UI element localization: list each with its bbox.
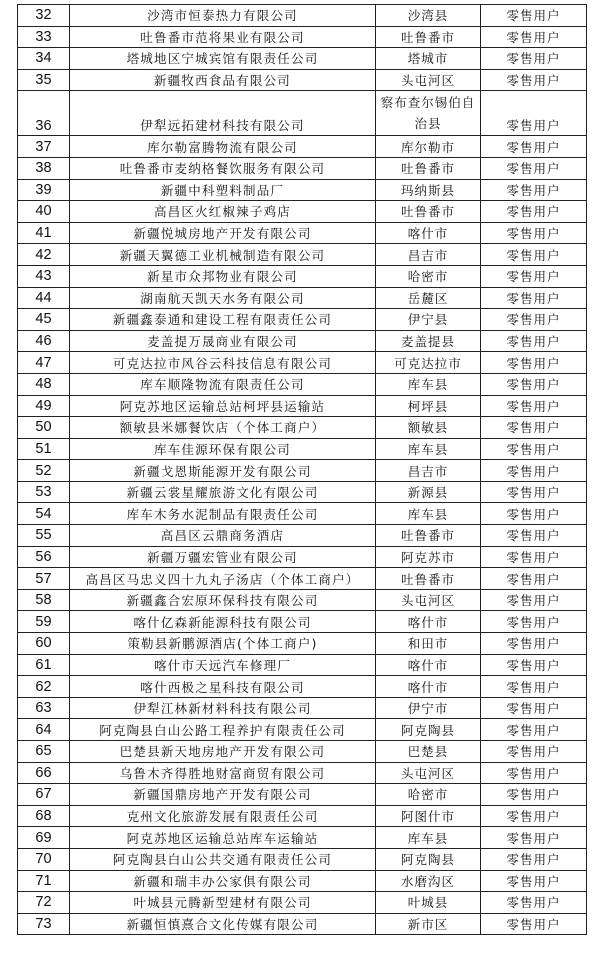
- user-type: 零售用户: [481, 136, 587, 158]
- row-number: 39: [18, 179, 70, 201]
- district: 察布查尔锡伯自治县: [376, 91, 481, 136]
- row-number: 61: [18, 654, 70, 676]
- user-type: 零售用户: [481, 546, 587, 568]
- district: 库车县: [376, 503, 481, 525]
- row-number: 42: [18, 244, 70, 266]
- row-number: 55: [18, 525, 70, 547]
- table-row: [18, 525, 587, 547]
- table-row: [18, 546, 587, 568]
- district: 吐鲁番市: [376, 525, 481, 547]
- user-type: 零售用户: [481, 460, 587, 482]
- table-row: [18, 741, 587, 763]
- user-type: 零售用户: [481, 395, 587, 417]
- user-type: 零售用户: [481, 438, 587, 460]
- row-number: 46: [18, 330, 70, 352]
- district: 喀什市: [376, 222, 481, 244]
- row-number: 38: [18, 157, 70, 179]
- table-row: [18, 373, 587, 395]
- user-type: 零售用户: [481, 848, 587, 870]
- row-number: 36: [18, 91, 70, 136]
- district: 吐鲁番市: [376, 568, 481, 590]
- company-name: 湖南航天凯天水务有限公司: [70, 287, 376, 309]
- user-type: 零售用户: [481, 633, 587, 655]
- row-number: 69: [18, 827, 70, 849]
- user-type: 零售用户: [481, 870, 587, 892]
- district: 巴楚县: [376, 741, 481, 763]
- row-number: 40: [18, 201, 70, 223]
- table-row: [18, 848, 587, 870]
- company-name: 可克达拉市风谷云科技信息有限公司: [70, 352, 376, 374]
- user-type: 零售用户: [481, 481, 587, 503]
- user-type: 零售用户: [481, 265, 587, 287]
- district: 新市区: [376, 913, 481, 935]
- table-row: [18, 568, 587, 590]
- table-row: [18, 460, 587, 482]
- table-row: [18, 417, 587, 439]
- district: 可克达拉市: [376, 352, 481, 374]
- table-row: [18, 395, 587, 417]
- company-name: 高昌区火红椒辣子鸡店: [70, 201, 376, 223]
- district: 岳麓区: [376, 287, 481, 309]
- district: 吐鲁番市: [376, 26, 481, 48]
- district: 头屯河区: [376, 589, 481, 611]
- company-name: 喀什西极之星科技有限公司: [70, 676, 376, 698]
- district: 阿克苏市: [376, 546, 481, 568]
- company-name: 额敏县米娜餐饮店（个体工商户）: [70, 417, 376, 439]
- row-number: 71: [18, 870, 70, 892]
- user-type: 零售用户: [481, 352, 587, 374]
- company-name: 阿克陶县白山公路工程养护有限责任公司: [70, 719, 376, 741]
- user-type: 零售用户: [481, 913, 587, 935]
- district: 库车县: [376, 373, 481, 395]
- table-row: [18, 438, 587, 460]
- user-type: 零售用户: [481, 892, 587, 914]
- row-number: 33: [18, 26, 70, 48]
- row-number: 43: [18, 265, 70, 287]
- table-row: [18, 719, 587, 741]
- company-name: 阿克苏地区运输总站柯坪县运输站: [70, 395, 376, 417]
- user-type: 零售用户: [481, 69, 587, 91]
- company-name: 新疆国鼎房地产开发有限公司: [70, 784, 376, 806]
- company-name: 新疆牧西食品有限公司: [70, 69, 376, 91]
- row-number: 37: [18, 136, 70, 158]
- user-type: 零售用户: [481, 5, 587, 27]
- row-number: 68: [18, 805, 70, 827]
- company-name: 库车顺隆物流有限责任公司: [70, 373, 376, 395]
- row-number: 34: [18, 48, 70, 70]
- row-number: 58: [18, 589, 70, 611]
- row-number: 57: [18, 568, 70, 590]
- table-row: [18, 892, 587, 914]
- company-name: 新星市众邦物业有限公司: [70, 265, 376, 287]
- table-row: [18, 330, 587, 352]
- district: 玛纳斯县: [376, 179, 481, 201]
- district: 叶城县: [376, 892, 481, 914]
- company-name: 新疆戈恩斯能源开发有限公司: [70, 460, 376, 482]
- district: 昌吉市: [376, 460, 481, 482]
- table-body: [18, 5, 587, 935]
- table-row: [18, 611, 587, 633]
- row-number: 66: [18, 762, 70, 784]
- user-type: 零售用户: [481, 287, 587, 309]
- table-row: [18, 805, 587, 827]
- user-type: 零售用户: [481, 157, 587, 179]
- district: 哈密市: [376, 784, 481, 806]
- district: 喀什市: [376, 676, 481, 698]
- company-name: 新疆和瑞丰办公家俱有限公司: [70, 870, 376, 892]
- company-name: 新疆鑫合宏原环保科技有限公司: [70, 589, 376, 611]
- row-number: 64: [18, 719, 70, 741]
- table-row: [18, 48, 587, 70]
- district: 柯坪县: [376, 395, 481, 417]
- row-number: 65: [18, 741, 70, 763]
- row-number: 73: [18, 913, 70, 935]
- row-number: 32: [18, 5, 70, 27]
- user-type: 零售用户: [481, 827, 587, 849]
- company-name: 伊犁江林新材料科技有限公司: [70, 697, 376, 719]
- user-type: 零售用户: [481, 697, 587, 719]
- row-number: 67: [18, 784, 70, 806]
- district: 喀什市: [376, 611, 481, 633]
- user-type: 零售用户: [481, 784, 587, 806]
- row-number: 72: [18, 892, 70, 914]
- company-name: 喀什亿森新能源科技有限公司: [70, 611, 376, 633]
- user-type: 零售用户: [481, 525, 587, 547]
- table-row: [18, 870, 587, 892]
- company-name: 麦盖提万晟商业有限公司: [70, 330, 376, 352]
- table-row: [18, 633, 587, 655]
- user-type: 零售用户: [481, 417, 587, 439]
- district: 新源县: [376, 481, 481, 503]
- table-row: [18, 676, 587, 698]
- table-row: [18, 5, 587, 27]
- row-number: 45: [18, 309, 70, 331]
- table-row: [18, 136, 587, 158]
- row-number: 51: [18, 438, 70, 460]
- company-name: 乌鲁木齐得胜地财富商贸有限公司: [70, 762, 376, 784]
- user-type: 零售用户: [481, 719, 587, 741]
- user-type: 零售用户: [481, 48, 587, 70]
- company-name: 吐鲁番市麦纳格餐饮服务有限公司: [70, 157, 376, 179]
- table-row: [18, 589, 587, 611]
- user-type: 零售用户: [481, 91, 587, 136]
- row-number: 49: [18, 395, 70, 417]
- table-row: [18, 244, 587, 266]
- company-name: 伊犁远拓建材科技有限公司: [70, 91, 376, 136]
- company-name: 库车木务水泥制品有限责任公司: [70, 503, 376, 525]
- table-row: [18, 762, 587, 784]
- row-number: 35: [18, 69, 70, 91]
- table-row: [18, 201, 587, 223]
- table-row: [18, 26, 587, 48]
- district: 喀什市: [376, 654, 481, 676]
- row-number: 41: [18, 222, 70, 244]
- district: 塔城市: [376, 48, 481, 70]
- table-row: [18, 654, 587, 676]
- district: 库尔勒市: [376, 136, 481, 158]
- district: 阿克陶县: [376, 719, 481, 741]
- row-number: 62: [18, 676, 70, 698]
- district: 水磨沟区: [376, 870, 481, 892]
- user-type: 零售用户: [481, 568, 587, 590]
- company-name: 新疆恒慎熹合文化传媒有限公司: [70, 913, 376, 935]
- row-number: 70: [18, 848, 70, 870]
- company-name: 喀什市天远汽车修理厂: [70, 654, 376, 676]
- row-number: 60: [18, 633, 70, 655]
- row-number: 63: [18, 697, 70, 719]
- user-type: 零售用户: [481, 654, 587, 676]
- row-number: 54: [18, 503, 70, 525]
- user-type: 零售用户: [481, 676, 587, 698]
- district: 额敏县: [376, 417, 481, 439]
- row-number: 48: [18, 373, 70, 395]
- row-number: 56: [18, 546, 70, 568]
- table-row: [18, 697, 587, 719]
- district: 库车县: [376, 827, 481, 849]
- district: 麦盖提县: [376, 330, 481, 352]
- company-name: 新疆万疆宏管业有限公司: [70, 546, 376, 568]
- company-name: 阿克苏地区运输总站库车运输站: [70, 827, 376, 849]
- company-name: 库尔勒富腾物流有限公司: [70, 136, 376, 158]
- company-name: 叶城县元腾新型建材有限公司: [70, 892, 376, 914]
- company-name: 策勒县新鹏源酒店(个体工商户): [70, 633, 376, 655]
- table-row: [18, 157, 587, 179]
- table-row: [18, 913, 587, 935]
- district: 伊宁县: [376, 309, 481, 331]
- company-name: 吐鲁番市范将果业有限公司: [70, 26, 376, 48]
- company-name: 新疆鑫泰通和建设工程有限责任公司: [70, 309, 376, 331]
- user-type: 零售用户: [481, 589, 587, 611]
- company-name: 新疆云裳星耀旅游文化有限公司: [70, 481, 376, 503]
- table-row: [18, 179, 587, 201]
- company-name: 新疆悦城房地产开发有限公司: [70, 222, 376, 244]
- table-row: [18, 352, 587, 374]
- table-row: [18, 222, 587, 244]
- company-name: 阿克陶县白山公共交通有限责任公司: [70, 848, 376, 870]
- district: 哈密市: [376, 265, 481, 287]
- district: 阿克陶县: [376, 848, 481, 870]
- company-name: 克州文化旅游发展有限责任公司: [70, 805, 376, 827]
- table-row: [18, 69, 587, 91]
- district: 吐鲁番市: [376, 157, 481, 179]
- user-type: 零售用户: [481, 179, 587, 201]
- user-type: 零售用户: [481, 222, 587, 244]
- table-row: [18, 503, 587, 525]
- user-type: 零售用户: [481, 762, 587, 784]
- user-type: 零售用户: [481, 330, 587, 352]
- company-name: 新疆中科塑料制品厂: [70, 179, 376, 201]
- district: 库车县: [376, 438, 481, 460]
- company-name: 巴楚县新天地房地产开发有限公司: [70, 741, 376, 763]
- table-row: [18, 309, 587, 331]
- company-name: 塔城地区宁城宾馆有限责任公司: [70, 48, 376, 70]
- user-type: 零售用户: [481, 373, 587, 395]
- row-number: 44: [18, 287, 70, 309]
- user-type: 零售用户: [481, 244, 587, 266]
- district: 吐鲁番市: [376, 201, 481, 223]
- district: 沙湾县: [376, 5, 481, 27]
- district: 头屯河区: [376, 762, 481, 784]
- user-type: 零售用户: [481, 201, 587, 223]
- row-number: 52: [18, 460, 70, 482]
- user-type: 零售用户: [481, 741, 587, 763]
- table-row: [18, 91, 587, 136]
- district: 和田市: [376, 633, 481, 655]
- district: 昌吉市: [376, 244, 481, 266]
- table-row: [18, 827, 587, 849]
- company-name: 高昌区马忠义四十九丸子汤店（个体工商户）: [70, 568, 376, 590]
- user-type: 零售用户: [481, 309, 587, 331]
- table-row: [18, 481, 587, 503]
- user-type: 零售用户: [481, 503, 587, 525]
- company-name: 高昌区云鼎商务酒店: [70, 525, 376, 547]
- user-type: 零售用户: [481, 805, 587, 827]
- row-number: 50: [18, 417, 70, 439]
- user-type: 零售用户: [481, 26, 587, 48]
- district: 阿图什市: [376, 805, 481, 827]
- table-row: [18, 784, 587, 806]
- row-number: 59: [18, 611, 70, 633]
- row-number: 53: [18, 481, 70, 503]
- company-name: 库车佳源环保有限公司: [70, 438, 376, 460]
- company-name: 新疆天翼德工业机械制造有限公司: [70, 244, 376, 266]
- table-row: [18, 265, 587, 287]
- user-list-table: [17, 4, 587, 935]
- user-type: 零售用户: [481, 611, 587, 633]
- district: 伊宁市: [376, 697, 481, 719]
- company-name: 沙湾市恒泰热力有限公司: [70, 5, 376, 27]
- row-number: 47: [18, 352, 70, 374]
- district: 头屯河区: [376, 69, 481, 91]
- table-row: [18, 287, 587, 309]
